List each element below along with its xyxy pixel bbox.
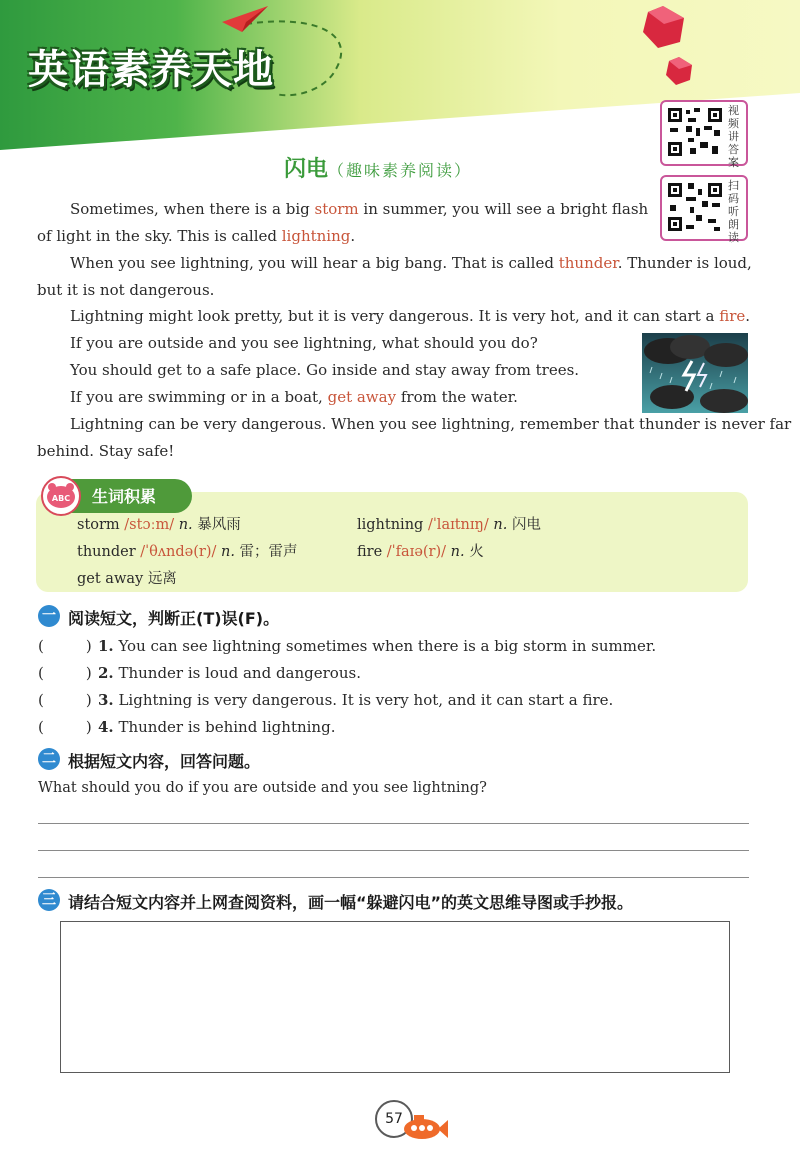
keyword: lightning bbox=[281, 227, 351, 245]
section-heading: 根据短文内容，回答问题。 bbox=[68, 752, 261, 771]
qr-caption: 视频讲答案 bbox=[728, 104, 739, 169]
keyword: storm bbox=[314, 200, 359, 218]
article-line: When you see lightning, you will hear a big bang. That is called thunder. Thunder is loud, bbox=[70, 254, 752, 272]
keyword: thunder bbox=[558, 254, 618, 272]
section-title: 英语素养天地 bbox=[28, 47, 274, 93]
section-number-badge: 一 bbox=[38, 605, 60, 627]
section-number-badge: 二 bbox=[38, 748, 60, 770]
paper-plane-icon bbox=[222, 4, 270, 34]
answer-blank[interactable]: ( ) bbox=[38, 664, 92, 682]
vocab-entry: thunder /ˈθʌndə(r)/ n. 雷；雷声 bbox=[77, 544, 298, 560]
vocab-entry: get away 远离 bbox=[77, 571, 177, 587]
article-line: You should get to a safe place. Go inside and stay away from trees. bbox=[70, 361, 580, 379]
section-heading: 阅读短文，判断正(T)误(F)。 bbox=[68, 609, 280, 628]
qr-code-icon bbox=[666, 106, 724, 158]
article-line: of light in the sky. This is called lightning. bbox=[37, 227, 356, 245]
qr-code-icon bbox=[666, 181, 724, 233]
keyword: get away bbox=[327, 388, 397, 406]
storm-cloud-illustration bbox=[642, 333, 748, 413]
page-number: 57 bbox=[375, 1100, 413, 1138]
red-cube-decoration bbox=[640, 4, 686, 50]
answer-blank[interactable]: ( ) bbox=[38, 691, 92, 709]
true-false-question: ( ) 3. Lightning is very dangerous. It is very hot, and it can start a fire. bbox=[38, 691, 614, 709]
open-question: What should you do if you are outside and you see lightning? bbox=[38, 780, 487, 796]
vocab-entry: lightning /ˈlaɪtnɪŋ/ n. 闪电 bbox=[357, 517, 541, 533]
article-line: Lightning might look pretty, but it is very dangerous. It is very hot, and it can start a fire. bbox=[70, 307, 751, 325]
answer-blank[interactable]: ( ) bbox=[38, 637, 92, 655]
piggy-bank-icon bbox=[40, 476, 82, 516]
true-false-question: ( ) 2. Thunder is loud and dangerous. bbox=[38, 664, 361, 682]
article-line: Lightning can be very dangerous. When you see lightning, remember that thunder is never far bbox=[70, 415, 792, 433]
qr-code-audio[interactable] bbox=[660, 175, 748, 244]
drawing-area[interactable] bbox=[60, 921, 730, 1073]
qr-caption: 扫码听朗读 bbox=[728, 179, 739, 244]
article-line: but it is not dangerous. bbox=[37, 281, 215, 299]
red-cube-decoration-small bbox=[664, 56, 694, 86]
article-title bbox=[284, 152, 472, 183]
answer-blank[interactable]: ( ) bbox=[38, 718, 92, 736]
keyword: fire bbox=[719, 307, 746, 325]
article-line: If you are outside and you see lightning, what should you do? bbox=[70, 334, 538, 352]
article-line: Sometimes, when there is a big storm in summer, you will see a bright flash bbox=[70, 200, 649, 218]
vocab-entry: fire /ˈfaɪə(r)/ n. 火 bbox=[357, 544, 484, 560]
article-title-main: 闪电 bbox=[284, 157, 329, 182]
answer-line[interactable] bbox=[38, 850, 749, 851]
article-subtitle: （趣味素养阅读） bbox=[328, 161, 473, 180]
pig-label: ABC bbox=[51, 494, 71, 503]
section-heading: 请结合短文内容并上网查阅资料，画一幅“躲避闪电”的英文思维导图或手抄报。 bbox=[68, 893, 634, 912]
article-line: If you are swimming or in a boat, get away from the water. bbox=[70, 388, 518, 406]
fish-submarine-icon bbox=[400, 1112, 448, 1142]
true-false-question: ( ) 1. You can see lightning sometimes when there is a big storm in summer. bbox=[38, 637, 657, 655]
qr-code-video[interactable] bbox=[660, 100, 748, 169]
answer-line[interactable] bbox=[38, 823, 749, 824]
vocab-heading: 生词积累 bbox=[92, 487, 157, 506]
vocab-entry: storm /stɔːm/ n. 暴风雨 bbox=[77, 517, 241, 533]
article-line: behind. Stay safe! bbox=[37, 442, 175, 460]
true-false-question: ( ) 4. Thunder is behind lightning. bbox=[38, 718, 336, 736]
answer-line[interactable] bbox=[38, 877, 749, 878]
section-number-badge: 三 bbox=[38, 889, 60, 911]
